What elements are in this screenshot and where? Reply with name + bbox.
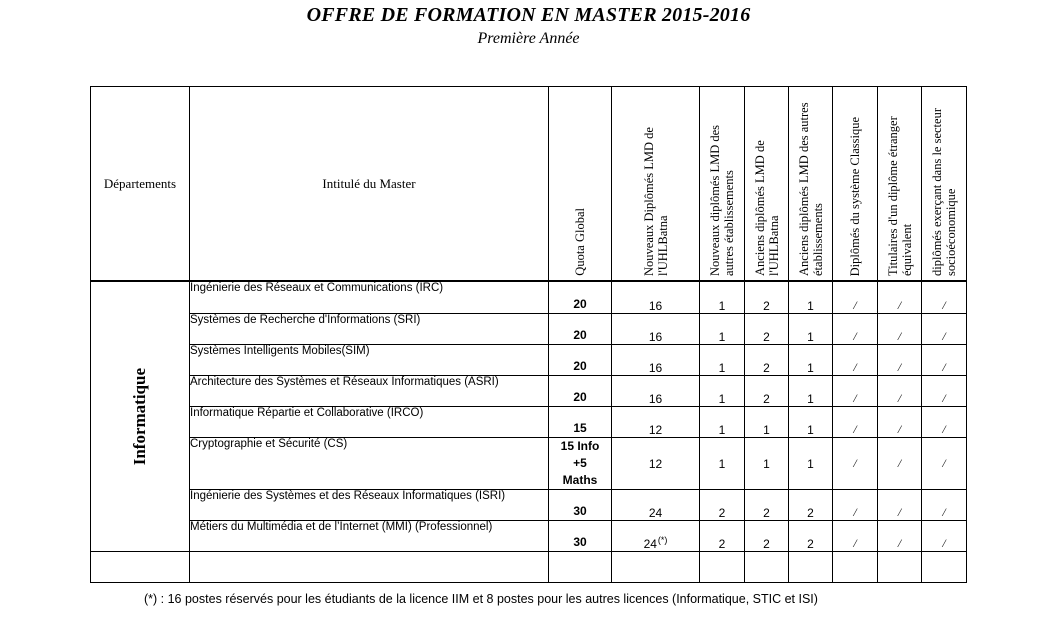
empty-cell (91, 552, 190, 583)
table-row (91, 345, 967, 376)
socio-cell: / (922, 314, 967, 345)
anciens-autres-cell: 1 (789, 281, 833, 314)
header-nouveaux-autres-label: Nouveaux diplômés LMD des autres établissements (708, 124, 736, 276)
empty-cell (789, 552, 833, 583)
nouveaux-uhl-cell (612, 521, 700, 552)
footnote-marker: (*) (657, 535, 668, 545)
socio-cell: / (922, 521, 967, 552)
header-classique-label: Diplômés du système Classique (848, 116, 862, 276)
etranger-cell: / (878, 376, 922, 407)
header-nouveaux-uhl (612, 87, 700, 282)
anciens-autres-cell: 1 (789, 376, 833, 407)
etranger-cell: / (878, 521, 922, 552)
table-row (91, 438, 967, 490)
quota-cell: 15 (549, 407, 612, 438)
intitule-cell: Ingénierie des Systèmes et des Réseaux Informatiques (ISRI) (190, 490, 549, 521)
anciens-uhl-cell: 2 (745, 490, 789, 521)
etranger-cell: / (878, 407, 922, 438)
header-etranger-label: Titulaires d'un diplôme étranger équivalent (885, 116, 914, 276)
table-row (91, 281, 967, 314)
intitule-cell: Systèmes Intelligents Mobiles(SIM) (190, 345, 549, 376)
empty-cell (922, 552, 967, 583)
empty-cell (612, 552, 700, 583)
header-quota (549, 87, 612, 282)
empty-cell (745, 552, 789, 583)
header-nouveaux-uhl-label: Nouveaux Diplômés LMD de l'UHLBatna (641, 127, 670, 276)
intitule-cell: Architecture des Systèmes et Réseaux Informatiques (ASRI) (190, 376, 549, 407)
table-row (91, 314, 967, 345)
intitule-cell: Informatique Répartie et Collaborative (IRCO) (190, 407, 549, 438)
socio-cell: / (922, 407, 967, 438)
nouveaux-uhl-cell: 24 (612, 490, 700, 521)
nouveaux-uhl-cell: 16 (612, 376, 700, 407)
anciens-uhl-cell: 2 (745, 314, 789, 345)
nouveaux-autres-cell: 2 (700, 521, 745, 552)
quota-cell (549, 438, 612, 490)
anciens-uhl-cell: 1 (745, 407, 789, 438)
quota-line: Maths (562, 473, 598, 487)
socio-cell: / (922, 490, 967, 521)
etranger-cell: / (878, 490, 922, 521)
quota-cell: 20 (549, 281, 612, 314)
header-intitule: Intitulé du Master (190, 87, 549, 282)
anciens-autres-cell: 1 (789, 314, 833, 345)
nouveaux-uhl-cell: 16 (612, 281, 700, 314)
classique-cell: / (833, 521, 878, 552)
quota-cell: 20 (549, 345, 612, 376)
nouveaux-autres-cell: 1 (700, 345, 745, 376)
nouveaux-uhl-cell: 12 (612, 438, 700, 490)
anciens-autres-cell: 1 (789, 438, 833, 490)
anciens-uhl-cell: 2 (745, 281, 789, 314)
table-row (91, 407, 967, 438)
quota-cell: 20 (549, 376, 612, 407)
quota-cell: 20 (549, 314, 612, 345)
intitule-cell: Métiers du Multimédia et de l’Internet (MMI) (Professionnel) (190, 521, 549, 552)
header-anciens-autres (789, 87, 833, 282)
nouveaux-autres-cell: 1 (700, 314, 745, 345)
header-socio (922, 87, 967, 282)
intitule-cell: Cryptographie et Sécurité (CS) (190, 438, 549, 490)
empty-cell (190, 552, 549, 583)
classique-cell: / (833, 314, 878, 345)
header-quota-label: Quota Global (573, 208, 587, 276)
intitule-cell: Ingénierie des Réseaux et Communications (IRC) (190, 281, 549, 314)
nouveaux-autres-cell: 1 (700, 376, 745, 407)
department-cell (91, 281, 190, 552)
header-departements: Départements (91, 87, 190, 282)
header-socio-label: diplômés exerçant dans le secteur socioéconomique (930, 108, 958, 276)
socio-cell: / (922, 281, 967, 314)
intitule-cell: Systèmes de Recherche d'Informations (SRI) (190, 314, 549, 345)
classique-cell: / (833, 281, 878, 314)
anciens-autres-cell: 2 (789, 521, 833, 552)
nouveaux-autres-cell: 1 (700, 407, 745, 438)
nouveaux-uhl-cell: 16 (612, 345, 700, 376)
anciens-uhl-cell: 1 (745, 438, 789, 490)
quota-line: 15 Info (560, 439, 600, 453)
socio-cell: / (922, 438, 967, 490)
table-row (91, 521, 967, 552)
socio-cell: / (922, 376, 967, 407)
header-anciens-uhl-label: Anciens diplômés LMD de l'UHLBatna (752, 140, 781, 276)
footnote: (*) : 16 postes réservés pour les étudiants de la licence IIM et 8 postes pour les autres licences (Informatique, STIC et ISI) (144, 592, 818, 606)
empty-cell (549, 552, 612, 583)
table-row (91, 490, 967, 521)
nouveaux-uhl-cell: 16 (612, 314, 700, 345)
etranger-cell: / (878, 345, 922, 376)
header-row (91, 87, 967, 282)
empty-row (91, 552, 967, 583)
nouveaux-uhl-value: 24 (643, 537, 657, 551)
quota-line: +5 (573, 456, 587, 470)
empty-cell (833, 552, 878, 583)
table-row (91, 376, 967, 407)
etranger-cell: / (878, 438, 922, 490)
classique-cell: / (833, 345, 878, 376)
header-nouveaux-autres (700, 87, 745, 282)
anciens-autres-cell: 2 (789, 490, 833, 521)
classique-cell: / (833, 376, 878, 407)
anciens-uhl-cell: 2 (745, 345, 789, 376)
nouveaux-autres-cell: 1 (700, 438, 745, 490)
department-label: Informatique (130, 367, 149, 466)
nouveaux-autres-cell: 1 (700, 281, 745, 314)
classique-cell: / (833, 438, 878, 490)
anciens-autres-cell: 1 (789, 407, 833, 438)
socio-cell: / (922, 345, 967, 376)
header-etranger (878, 87, 922, 282)
anciens-uhl-cell: 2 (745, 521, 789, 552)
nouveaux-autres-cell: 2 (700, 490, 745, 521)
document-subtitle: Première Année (477, 30, 580, 47)
empty-cell (700, 552, 745, 583)
header-anciens-autres-label: Anciens diplômés LMD des autres établissements (796, 102, 825, 276)
classique-cell: / (833, 490, 878, 521)
header-anciens-uhl (745, 87, 789, 282)
anciens-autres-cell: 1 (789, 345, 833, 376)
classique-cell: / (833, 407, 878, 438)
quota-cell: 30 (549, 490, 612, 521)
nouveaux-uhl-cell: 12 (612, 407, 700, 438)
master-offer-table (90, 86, 967, 583)
quota-cell: 30 (549, 521, 612, 552)
etranger-cell: / (878, 314, 922, 345)
etranger-cell: / (878, 281, 922, 314)
empty-cell (878, 552, 922, 583)
anciens-uhl-cell: 2 (745, 376, 789, 407)
header-classique (833, 87, 878, 282)
document-title: OFFRE DE FORMATION EN MASTER 2015-2016 (306, 4, 751, 26)
